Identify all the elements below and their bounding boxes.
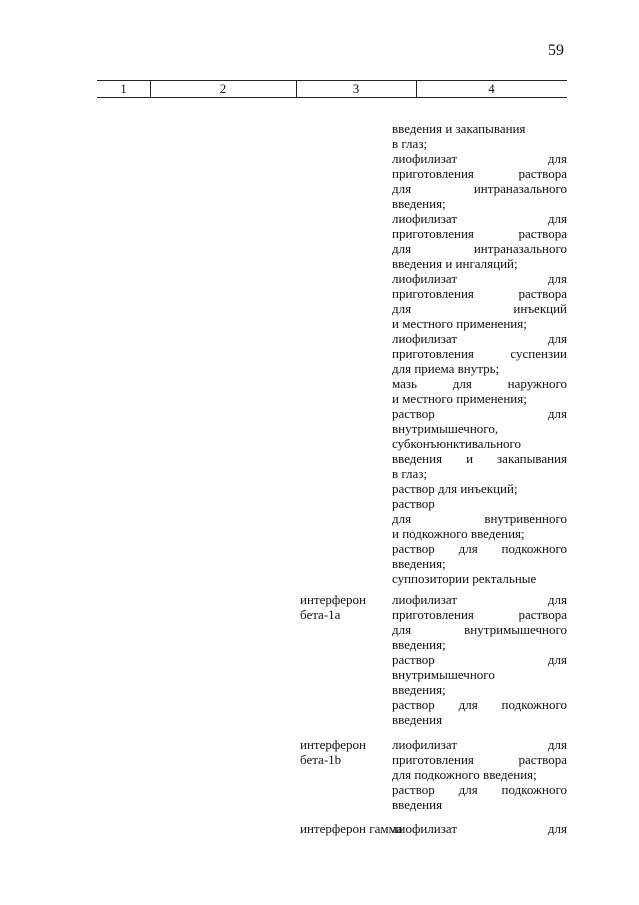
dosage-form-word: введения; xyxy=(392,682,446,697)
substance-line: интерферон xyxy=(300,737,367,752)
dosage-form-line xyxy=(392,556,567,571)
header-col-4: 4 xyxy=(488,81,495,96)
header-col-2: 2 xyxy=(219,81,227,96)
dosage-form-word: лиофилизат xyxy=(392,592,458,607)
dosage-form-line xyxy=(392,496,567,511)
dosage-form-word: для xyxy=(458,782,478,797)
dosage-form-word: раствора xyxy=(518,226,567,241)
dosage-form-word: для xyxy=(392,511,412,526)
dosage-form-line xyxy=(392,361,567,376)
dosage-form-word: раствор xyxy=(392,652,435,667)
dosage-form-word: закапывания xyxy=(497,451,567,466)
dosage-form-word: лиофилизат xyxy=(392,151,458,166)
substance-name xyxy=(300,821,403,836)
dosage-form-word: раствора xyxy=(518,166,567,181)
dosage-form-word: введения; xyxy=(392,556,446,571)
dosage-form-word: лиофилизат xyxy=(392,737,458,752)
dosage-form-line xyxy=(392,511,567,526)
dosage-form-word: суспензии xyxy=(510,346,567,361)
page-number: 59 xyxy=(548,42,564,59)
dosage-form-line xyxy=(392,196,567,211)
dosage-form-word: внутримышечного, xyxy=(392,421,499,436)
dosage-form-word: введения и ингаляций; xyxy=(392,256,518,271)
dosage-form-word: мазь xyxy=(392,376,417,391)
dosage-form-line xyxy=(392,421,567,436)
dosage-form-word: для xyxy=(547,331,567,346)
substance-line: бета-1b xyxy=(300,752,342,767)
dosage-form-line xyxy=(392,541,567,556)
dosage-form-line xyxy=(392,391,567,406)
dosage-form-word: раствор для инъекций; xyxy=(392,481,518,496)
dosage-form-line xyxy=(392,316,567,331)
dosage-form-word: в глаз; xyxy=(392,466,428,481)
dosage-form-word: введения xyxy=(392,451,443,466)
dosage-form-word: инъекций xyxy=(513,301,567,316)
dosage-form-word: для xyxy=(547,592,567,607)
dosage-form-line xyxy=(392,712,567,727)
dosage-form-word: введения и закапывания xyxy=(392,121,526,136)
dosage-form-word: для приема внутрь; xyxy=(392,361,500,376)
dosage-form-word: приготовления xyxy=(392,166,474,181)
dosage-form-line xyxy=(392,592,567,607)
dosage-form-word: интраназального xyxy=(473,241,567,256)
dosage-form-word: введения; xyxy=(392,196,446,211)
dosage-form-word: приготовления xyxy=(392,752,474,767)
dosage-form-line xyxy=(392,436,567,451)
dosage-form-word: для xyxy=(547,271,567,286)
dosage-form-line xyxy=(392,571,567,586)
dosage-form-word: приготовления xyxy=(392,607,474,622)
substance-name xyxy=(300,592,392,622)
dosage-form-word: раствор xyxy=(392,782,435,797)
header-col-3: 3 xyxy=(352,81,360,96)
dosage-form-line xyxy=(392,607,567,622)
dosage-form-word: раствора xyxy=(518,286,567,301)
dosage-form-line xyxy=(392,782,567,797)
dosage-form-line xyxy=(392,406,567,421)
dosage-form-word: подкожного xyxy=(501,541,567,556)
substance-name xyxy=(300,737,392,767)
dosage-form-line xyxy=(392,256,567,271)
dosage-form-line xyxy=(392,136,567,151)
dosage-form-word: раствора xyxy=(518,607,567,622)
header-col-1: 1 xyxy=(120,81,127,96)
dosage-form-line xyxy=(392,821,567,836)
dosage-form-line xyxy=(392,376,567,391)
dosage-form-line xyxy=(392,346,567,361)
dosage-form-word: внутримышечного xyxy=(464,622,567,637)
dosage-form-line xyxy=(392,286,567,301)
dosage-form-line xyxy=(392,451,567,466)
dosage-form-word: для xyxy=(547,151,567,166)
dosage-form-word: лиофилизат xyxy=(392,821,458,836)
dosage-form-line xyxy=(392,151,567,166)
substance-line: интерферон xyxy=(300,592,367,607)
dosage-form-word: раствор xyxy=(392,496,435,511)
dosage-form-word: внутривенного xyxy=(484,511,567,526)
dosage-form-word: и местного применения; xyxy=(392,316,527,331)
dosage-form-word: наружного xyxy=(507,376,567,391)
dosage-form-word: и местного применения; xyxy=(392,391,527,406)
dosage-form-line xyxy=(392,526,567,541)
dosage-form-word: приготовления xyxy=(392,286,474,301)
dosage-form-line xyxy=(392,622,567,637)
dosage-form-word: раствора xyxy=(518,752,567,767)
dosage-form-line xyxy=(392,466,567,481)
dosage-form-word: и подкожного введения; xyxy=(392,526,525,541)
dosage-form-line xyxy=(392,682,567,697)
dosage-form-word: для xyxy=(547,211,567,226)
dosage-form-line xyxy=(392,211,567,226)
dosage-form-word: подкожного xyxy=(501,697,567,712)
dosage-form-word: приготовления xyxy=(392,226,474,241)
dosage-form-word: для xyxy=(392,301,412,316)
dosage-form-word: суппозитории ректальные xyxy=(392,571,537,586)
dosage-form-word: субконъюнктивального xyxy=(392,436,522,451)
dosage-form-line xyxy=(392,797,567,812)
dosage-form-word: для xyxy=(452,376,472,391)
dosage-form-word: раствор xyxy=(392,541,435,556)
dosage-form-word: лиофилизат xyxy=(392,331,458,346)
dosage-forms xyxy=(392,737,567,812)
substance-line: бета-1a xyxy=(300,607,341,622)
dosage-form-line xyxy=(392,226,567,241)
dosage-form-line xyxy=(392,331,567,346)
dosage-form-word: раствор xyxy=(392,697,435,712)
dosage-form-word: для xyxy=(547,652,567,667)
dosage-form-word: для xyxy=(392,622,412,637)
dosage-form-word: введения xyxy=(392,712,443,727)
dosage-form-line xyxy=(392,481,567,496)
dosage-form-word: для xyxy=(392,241,412,256)
dosage-form-word: введения xyxy=(392,797,443,812)
dosage-form-line xyxy=(392,667,567,682)
dosage-forms xyxy=(392,821,567,836)
dosage-form-word: для xyxy=(547,406,567,421)
dosage-form-word: для xyxy=(458,541,478,556)
dosage-form-word: раствор xyxy=(392,406,435,421)
dosage-form-line xyxy=(392,637,567,652)
dosage-form-line xyxy=(392,767,567,782)
dosage-form-line xyxy=(392,121,567,136)
header-bottom-rule xyxy=(97,97,567,98)
dosage-form-line xyxy=(392,271,567,286)
dosage-form-line xyxy=(392,181,567,196)
dosage-form-line xyxy=(392,697,567,712)
dosage-form-word: введения; xyxy=(392,637,446,652)
dosage-form-word: лиофилизат xyxy=(392,271,458,286)
dosage-form-word: внутримышечного xyxy=(392,667,495,682)
dosage-form-line xyxy=(392,752,567,767)
dosage-form-line xyxy=(392,652,567,667)
dosage-form-word: для xyxy=(547,821,567,836)
dosage-form-word: подкожного xyxy=(501,782,567,797)
dosage-form-word: для xyxy=(547,737,567,752)
dosage-form-word: в глаз; xyxy=(392,136,428,151)
dosage-form-line xyxy=(392,737,567,752)
dosage-form-word: для подкожного введения; xyxy=(392,767,537,782)
dosage-forms xyxy=(392,592,567,727)
dosage-form-line xyxy=(392,166,567,181)
dosage-forms xyxy=(392,121,567,586)
dosage-form-line xyxy=(392,301,567,316)
dosage-form-word: и xyxy=(466,451,474,466)
dosage-form-word: для xyxy=(392,181,412,196)
dosage-form-word: лиофилизат xyxy=(392,211,458,226)
dosage-form-word: интраназального xyxy=(473,181,567,196)
dosage-form-word: приготовления xyxy=(392,346,474,361)
dosage-form-line xyxy=(392,241,567,256)
substance-line: интерферон гамма xyxy=(300,821,403,836)
dosage-form-word: для xyxy=(458,697,478,712)
